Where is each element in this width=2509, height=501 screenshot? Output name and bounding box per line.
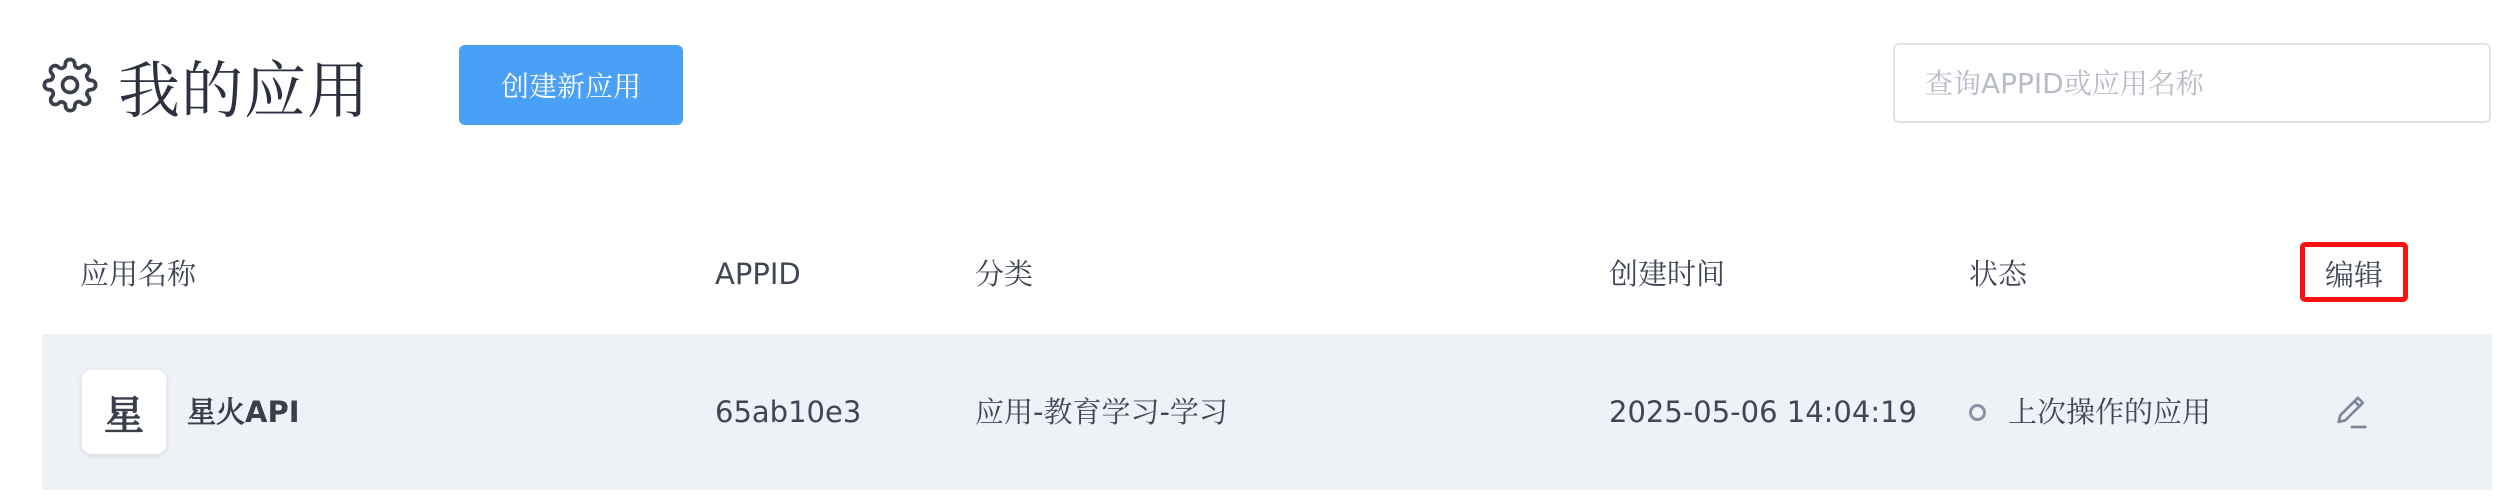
column-header-name: 应用名称: [80, 257, 197, 291]
status-dot-icon: [1969, 404, 1986, 421]
pencil-icon[interactable]: [2332, 392, 2372, 432]
app-id: 65ab10e3: [715, 395, 862, 429]
create-app-button[interactable]: 创建新应用: [459, 45, 683, 125]
app-avatar: 星: [82, 370, 166, 454]
app-created-time: 2025-05-06 14:04:19: [1609, 395, 1917, 429]
column-header-category: 分类: [975, 257, 1034, 291]
gear-icon: [42, 57, 98, 113]
column-header-appid: APPID: [715, 257, 801, 291]
app-name[interactable]: 星火API: [187, 395, 300, 429]
column-header-created: 创建时间: [1609, 257, 1726, 291]
app-status: [1969, 334, 2211, 490]
column-header-status: 状态: [1969, 257, 2028, 291]
page-title: 我的应用: [118, 53, 371, 127]
app-category: 应用-教育学习-学习: [975, 395, 1228, 429]
column-header-edit: 编辑: [2300, 242, 2408, 302]
page-header: [42, 42, 370, 128]
table-row[interactable]: [42, 334, 2492, 490]
search-input[interactable]: [1893, 43, 2491, 123]
table-header: [42, 240, 2492, 308]
app-status-label: 上次操作的应用: [2008, 395, 2212, 429]
